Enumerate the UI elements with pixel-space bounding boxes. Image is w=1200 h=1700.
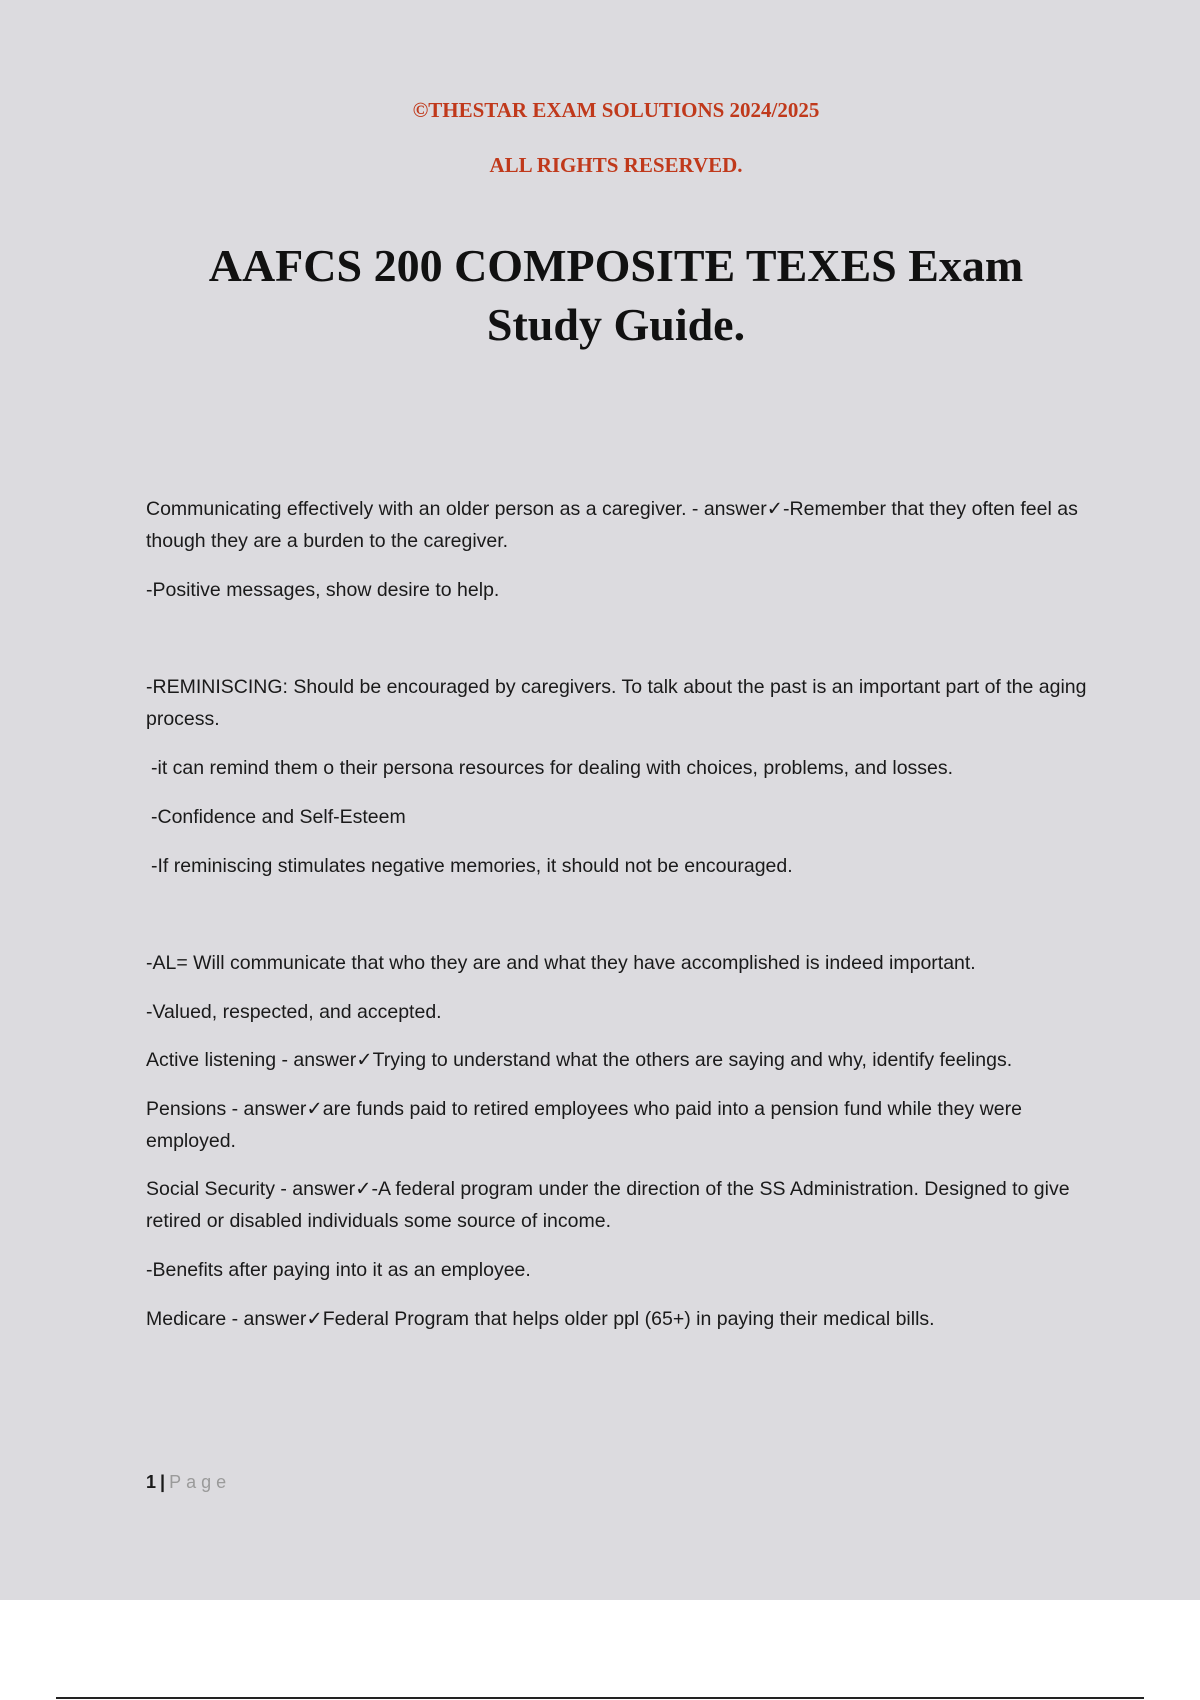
paragraph-pensions: Pensions - answer✓are funds paid to retired employees who paid into a pension fund while they were employed. <box>146 1098 1022 1152</box>
paragraph-benefits: -Benefits after paying into it as an employee. <box>146 1259 531 1281</box>
paragraph-caregiver-communication: Communicating effectively with an older person as a caregiver. - answer✓-Remember that they often feel as though they are a burden to the caregiver. <box>146 498 1078 552</box>
paragraph-remind-resources: -it can remind them o their persona resources for dealing with choices, problems, and losses. <box>151 757 954 779</box>
paragraph-confidence: -Confidence and Self-Esteem <box>151 806 406 828</box>
document-body <box>146 493 1096 1335</box>
copyright-header: ©THESTAR EXAM SOLUTIONS 2024/2025 <box>412 98 820 122</box>
paragraph-social-security: Social Security - answer✓-A federal program under the direction of the SS Administration. Designed to give retired or disabled individuals some source of income. <box>146 1178 1070 1232</box>
title-line-1: AAFCS 200 COMPOSITE TEXES Exam <box>208 240 1024 291</box>
paragraph-negative-memories: -If reminiscing stimulates negative memories, it should not be encouraged. <box>151 855 793 877</box>
title-line-2: Study Guide. <box>486 299 746 350</box>
rights-header: ALL RIGHTS RESERVED. <box>489 153 743 177</box>
document-title <box>0 236 1200 354</box>
paragraph-valued: -Valued, respected, and accepted. <box>146 1001 442 1023</box>
page-footer <box>146 1472 231 1493</box>
page-label: Page <box>169 1472 232 1492</box>
paragraph-medicare: Medicare - answer✓Federal Program that helps older ppl (65+) in paying their medical bills. <box>146 1308 935 1330</box>
paragraph-positive-messages: -Positive messages, show desire to help. <box>146 579 500 601</box>
paragraph-reminiscing: -REMINISCING: Should be encouraged by caregivers. To talk about the past is an important part of the aging process. <box>146 676 1087 730</box>
footer-separator: | <box>160 1472 166 1492</box>
bottom-divider <box>56 1697 1144 1699</box>
paragraph-active-listening: Active listening - answer✓Trying to understand what the others are saying and why, identify feelings. <box>146 1049 1013 1071</box>
page-number: 1 <box>146 1472 157 1492</box>
paragraph-al: -AL= Will communicate that who they are and what they have accomplished is indeed important. <box>146 952 976 974</box>
